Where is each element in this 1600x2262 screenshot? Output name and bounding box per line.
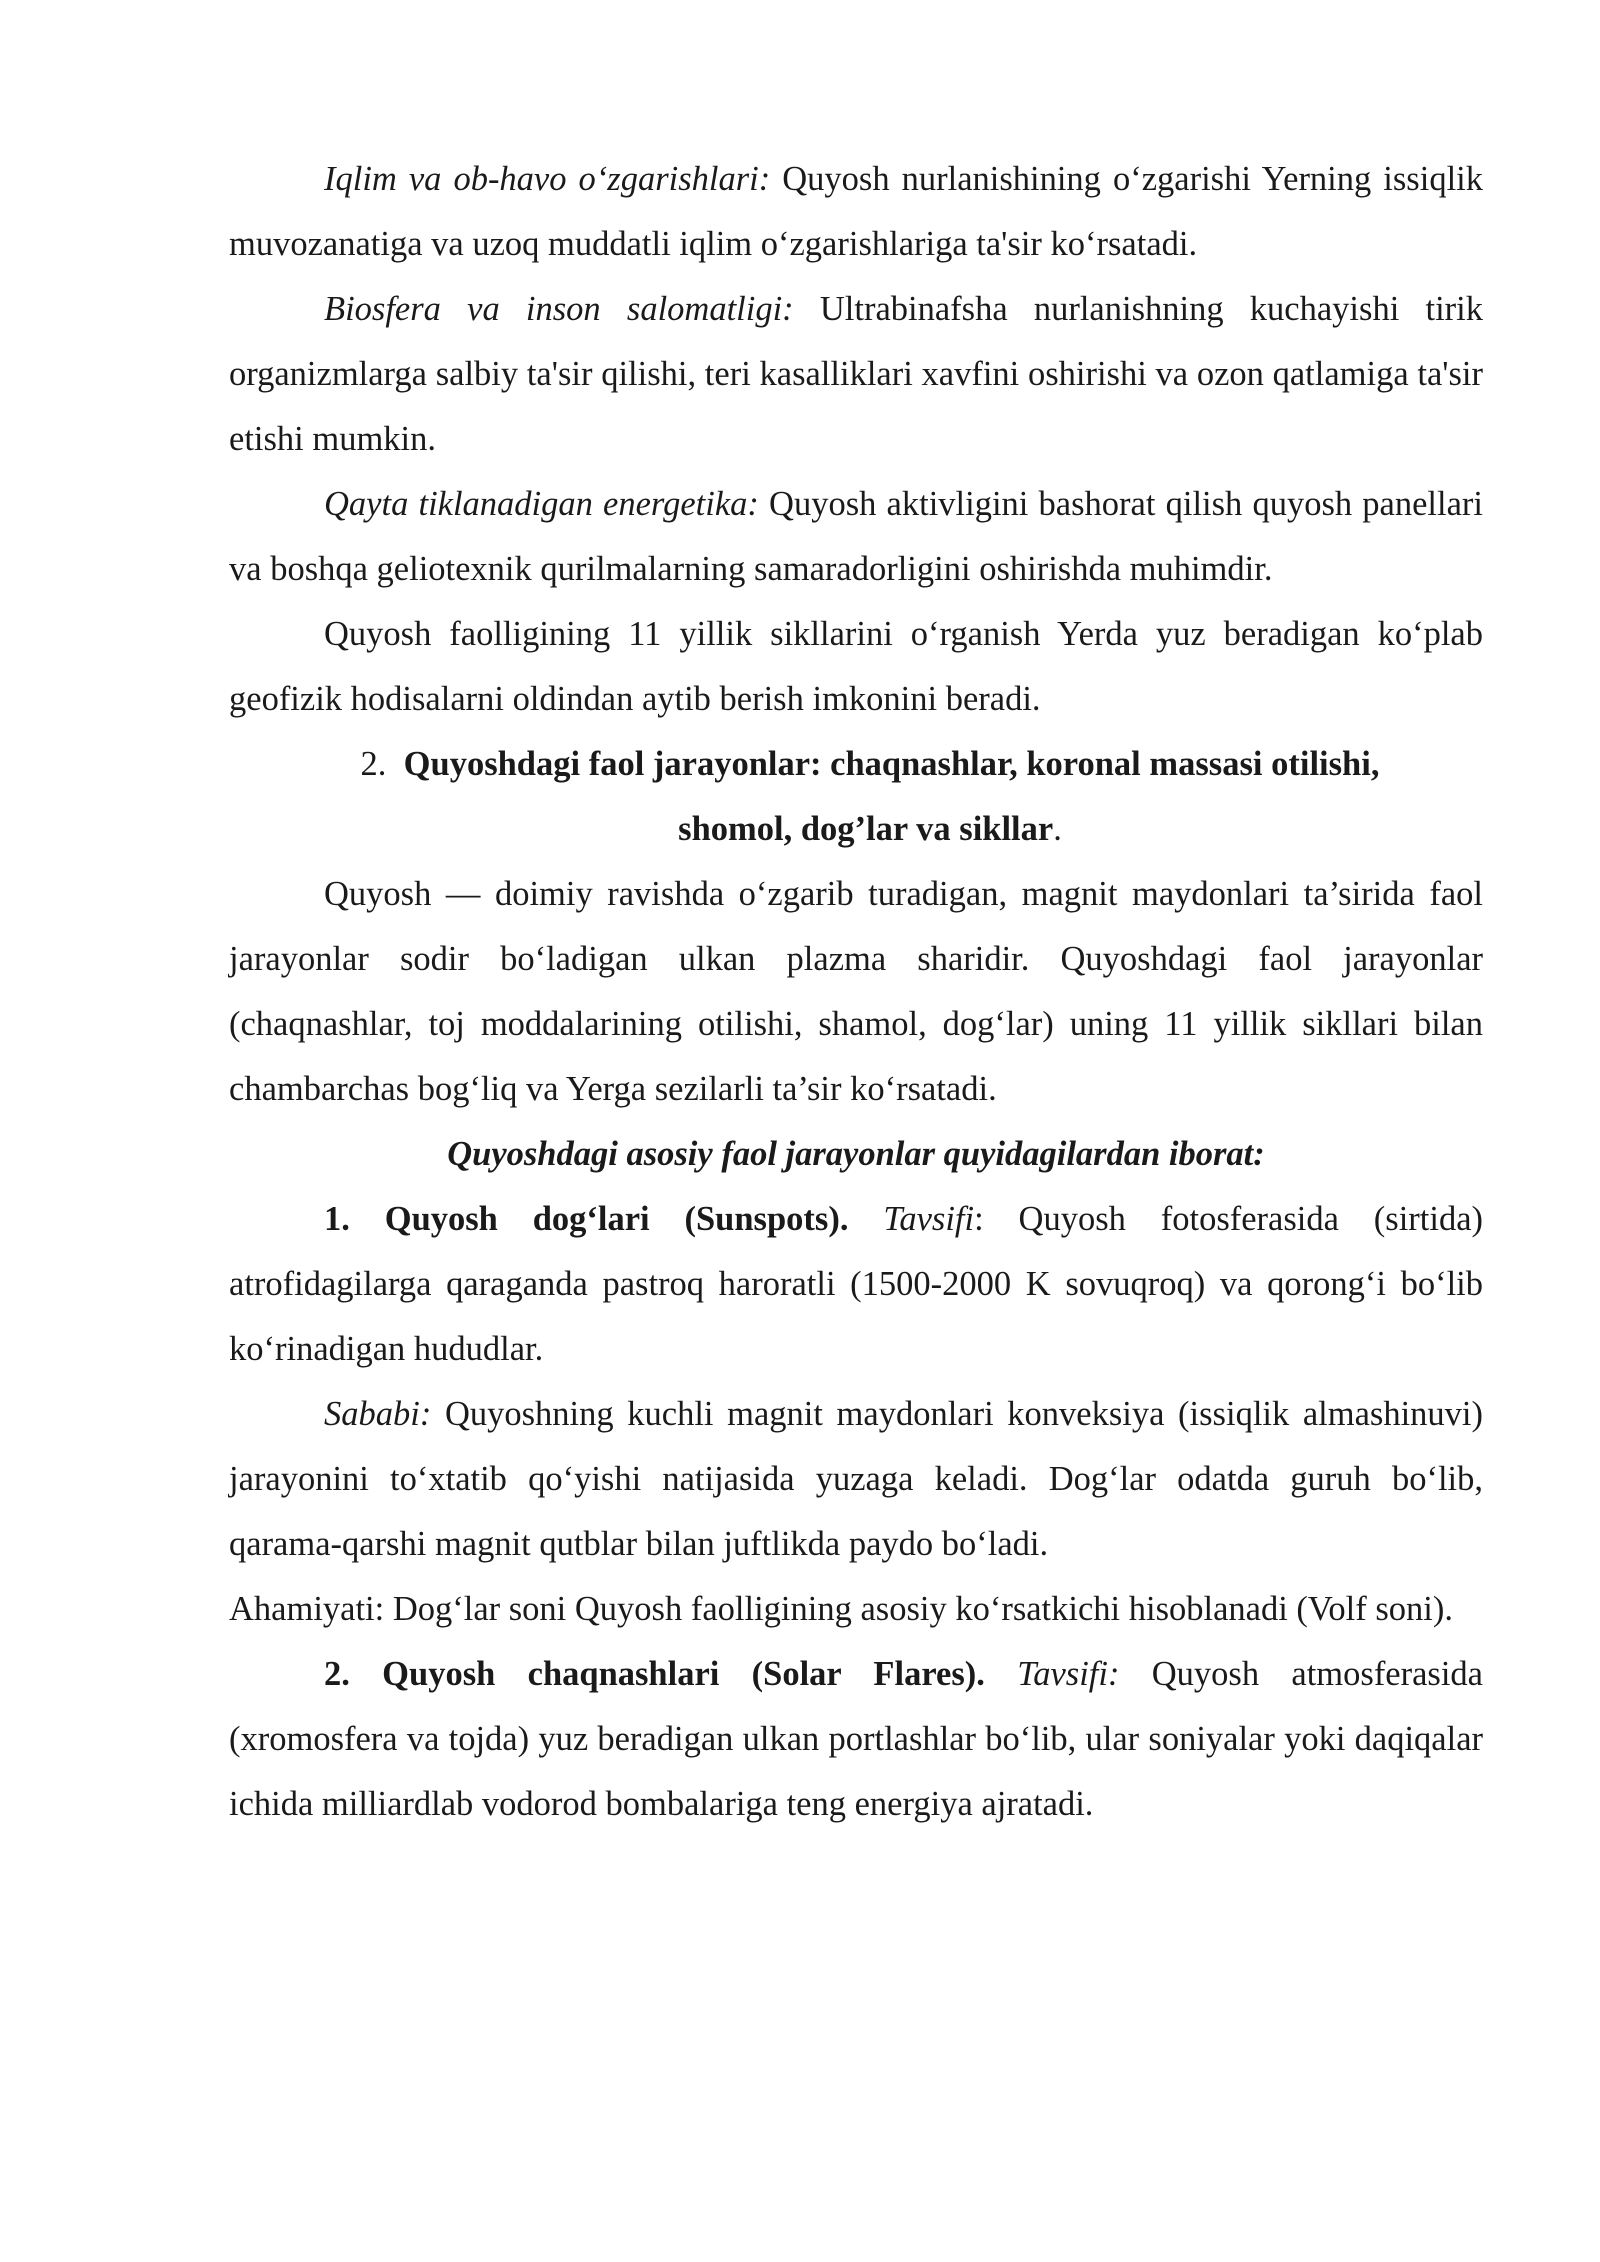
paragraph-text: Quyosh faolligining 11 yillik sikllarini o‘rganish Yerda yuz beradigan ko‘plab geofizik hodisalarni oldindan aytib berish imkonini beradi. (229, 615, 1483, 718)
paragraph-text: Ultrabinafsha nurlanishning kuchayishi tirik organizmlarga salbiy ta'sir qilishi, teri kasalliklari xavfini oshirishi va ozon qatlamiga ta'sir etishi mumkin. (229, 290, 1483, 458)
paragraph-cause (229, 1382, 1483, 1577)
paragraph-text: Quyosh — doimiy ravishda o‘zgarib turadigan, magnit maydonlari ta’sirida faol jarayonlar sodir bo‘ladigan ulkan plazma sharidir. Quyoshdagi faol jarayonlar (chaqnashlar, toj moddalarining otilishi, shamol, dog‘lar) uning 11 yillik sikllari bilan chambarchas bog‘liq va Yerga sezilarli ta’sir ko‘rsatadi. (229, 875, 1483, 1108)
paragraph-label: Qayta tiklanadigan energetika: (324, 485, 759, 523)
paragraph-text: Ahamiyati: Dog‘lar soni Quyosh faolligining asosiy ko‘rsatkichi hisoblanadi (Volf soni). (229, 1590, 1453, 1628)
paragraph-label: Biosfera va inson salomatligi: (324, 290, 794, 328)
document-page (229, 147, 1483, 1837)
paragraph-biosphere (229, 277, 1483, 472)
section-title-line1: Quyoshdagi faol jarayonlar: chaqnashlar, koronal massasi otilishi, (403, 745, 1380, 783)
paragraph-energy (229, 472, 1483, 602)
section-title-line2: shomol, dog’lar va sikllar (678, 810, 1054, 848)
paragraph-sunspots (229, 1187, 1483, 1382)
paragraph-climate (229, 147, 1483, 277)
section-title-period: . (1053, 810, 1062, 848)
paragraph-importance (229, 1577, 1483, 1642)
paragraph-label: Iqlim va ob-havo o‘zgarishlari: (324, 160, 771, 198)
paragraph-text: Quyosh atmosferasida (xromosfera va tojda) yuz beradigan ulkan portlashlar bo‘lib, ular soniyalar yoki daqiqalar ichida milliardlab vodorod bombalariga teng energiya ajratadi. (229, 1655, 1483, 1823)
item-title: 1. Quyosh dog‘lari (Sunspots). (324, 1200, 849, 1238)
paragraph-text: Quyosh nurlanishining o‘zgarishi Yerning issiqlik muvozanatiga va uzoq muddatli iqlim o‘zgarishlariga ta'sir ko‘rsatadi. (229, 160, 1483, 263)
paragraph-cycles (229, 602, 1483, 732)
item-title: 2. Quyosh chaqnashlari (Solar Flares). (324, 1655, 985, 1693)
paragraph-label: Sababi: (324, 1395, 432, 1433)
paragraph-text: Quyoshning kuchli magnit maydonlari konveksiya (issiqlik almashinuvi) jarayonini to‘xtatib qo‘yishi natijasida yuzaga keladi. Dog‘lar odatda guruh bo‘lib, qarama-qarshi magnit qutblar bilan juftlikda paydo bo‘ladi. (229, 1395, 1483, 1563)
subheading: Quyoshdagi asosiy faol jarayonlar quyidagilardan iborat: (447, 1135, 1265, 1173)
section-heading (229, 732, 1483, 862)
paragraph-label: Tavsifi (883, 1200, 975, 1238)
paragraph-label: Tavsifi: (1017, 1655, 1120, 1693)
paragraph-text: Quyosh aktivligini bashorat qilish quyosh panellari va boshqa geliotexnik qurilmalarning samaradorligini oshirishda muhimdir. (229, 485, 1483, 588)
paragraph-sun-intro (229, 862, 1483, 1122)
paragraph-flares (229, 1642, 1483, 1837)
section-number: 2. (360, 745, 387, 783)
paragraph-text: : Quyosh fotosferasida (sirtida) atrofidagilarga qaraganda pastroq haroratli (1500-2000 K sovuqroq) va qorong‘i bo‘lib ko‘rinadigan hududlar. (229, 1200, 1483, 1368)
